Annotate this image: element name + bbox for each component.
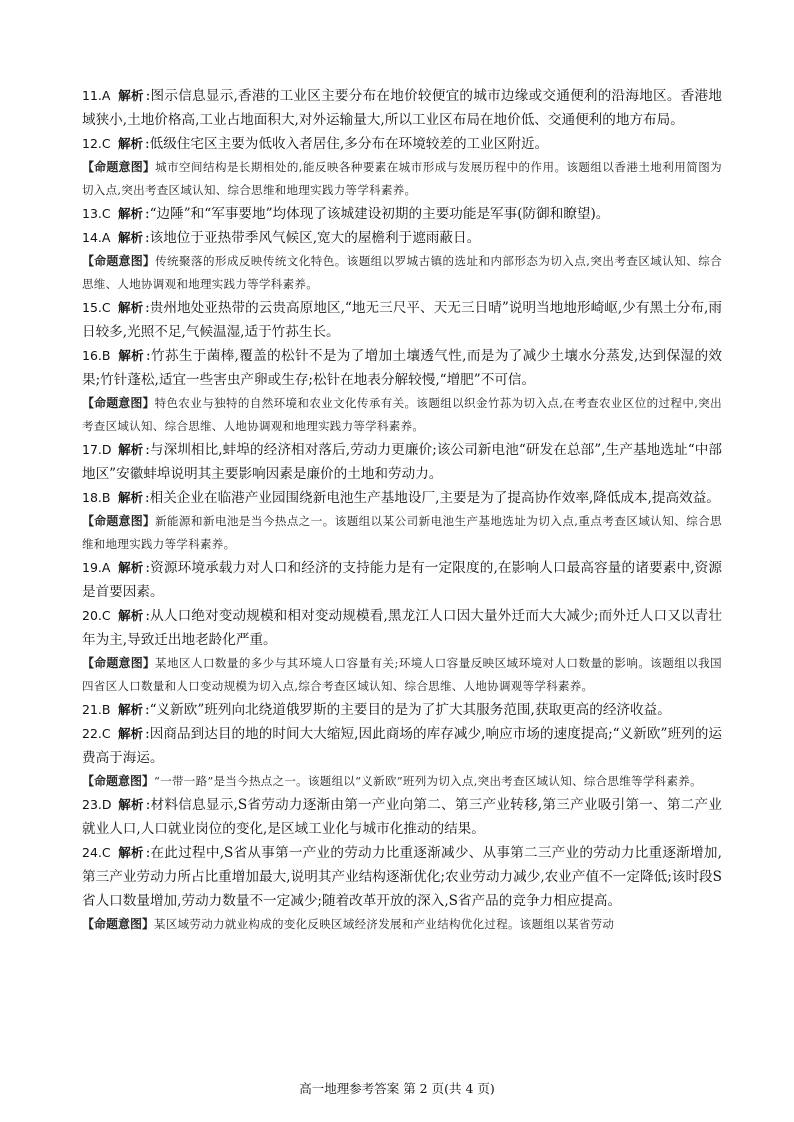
answer-number: 13.C — [82, 206, 111, 221]
analysis-label: 解析 — [118, 845, 144, 860]
analysis-text: :资源环境承载力对人口和经济的支持能力是有一定限度的,在影响人口最高容量的诸要素中,资源是首要因素。 — [82, 560, 722, 600]
answer-item — [82, 722, 722, 770]
answer-number: 14.A — [82, 230, 111, 245]
intent-tag: 【命题意图】 — [82, 656, 156, 670]
intent-tag: 【命题意图】 — [82, 396, 155, 410]
analysis-text: :图示信息显示,香港的工业区主要分布在地价较便宜的城市边缘或交通便利的沿海地区。香港地域狭小,土地价格高,工业占地面积大,对外运输量大,所以工业区布局在地价低、交通便利的地方布局。 — [82, 88, 722, 128]
intent-note — [82, 652, 722, 698]
answer-number: 24.C — [82, 845, 111, 860]
answer-item — [82, 296, 722, 344]
answer-number: 21.B — [82, 702, 111, 717]
answer-item — [82, 698, 722, 722]
analysis-label: 解析 — [118, 442, 144, 457]
analysis-text: :贵州地处亚热带的云贵高原地区,“地无三尺平、天无三日晴”说明当地地形崎岖,少有黑土分布,雨日较多,光照不足,气候温湿,适于竹荪生长。 — [82, 300, 722, 340]
intent-text: “一带一路”是当今热点之一。该题组以“义新欧”班列为切入点,突出考查区域认知、综合思维等学科素养。 — [154, 774, 702, 788]
analysis-label: 解析 — [118, 206, 144, 221]
analysis-text: :竹荪生于菌棒,覆盖的松针不是为了增加土壤透气性,而是为了减少土壤水分蒸发,达到保湿的效果;竹针蓬松,适宜一些害虫产卵或生存;松针在地表分解较慢,“增肥”不可信。 — [82, 348, 722, 388]
answer-number: 16.B — [82, 348, 111, 363]
intent-tag: 【命题意图】 — [82, 160, 156, 174]
analysis-text: :从人口绝对变动规模和相对变动规模看,黑龙江人口因大量外迁而大大减少;而外迁人口又以青壮年为主,导致迁出地老龄化严重。 — [82, 608, 722, 648]
analysis-text: :因商品到达目的地的时间大大缩短,因此商场的库存减少,响应市场的速度提高;“义新欧”班列的运费高于海运。 — [82, 726, 722, 766]
analysis-label: 解析 — [118, 88, 144, 103]
answer-number: 11.A — [82, 88, 111, 103]
answer-item — [82, 841, 722, 913]
answer-item — [82, 84, 722, 132]
analysis-label: 解析 — [118, 560, 144, 575]
intent-text: 传统聚落的形成反映传统文化特色。该题组以罗城古镇的选址和内部形态为切入点,突出考查区域认知、综合思维、人地协调观和地理实践力等学科素养。 — [82, 254, 722, 291]
answer-number: 20.C — [82, 608, 111, 623]
intent-tag: 【命题意图】 — [82, 514, 156, 528]
answer-item — [82, 793, 722, 841]
answer-number: 17.D — [82, 442, 112, 457]
intent-note — [82, 392, 722, 438]
answer-item — [82, 226, 722, 250]
intent-text: 特色农业与独特的自然环境和农业文化传承有关。该题组以织金竹荪为切入点,在考查农业区位的过程中,突出考查区域认知、综合思维、人地协调观和地理实践力等学科素养。 — [82, 396, 722, 433]
analysis-label: 解析 — [118, 136, 144, 151]
analysis-label: 解析 — [118, 702, 144, 717]
analysis-text: :“义新欧”班列向北绕道俄罗斯的主要目的是为了扩大其服务范围,获取更高的经济收益。 — [145, 702, 671, 718]
intent-tag: 【命题意图】 — [82, 774, 155, 788]
answer-item — [82, 438, 722, 486]
answer-item — [82, 604, 722, 652]
intent-note — [82, 250, 722, 296]
answer-number: 18.B — [82, 490, 111, 505]
intent-tag: 【命题意图】 — [82, 917, 155, 931]
analysis-label: 解析 — [118, 797, 144, 812]
intent-text: 某地区人口数量的多少与其环境人口容量有关;环境人口容量反映区域环境对人口数量的影响。该题组以我国四省区人口数量和人口变动规模为切入点,综合考查区域认知、综合思维、人地协调观等学科素养。 — [82, 656, 722, 693]
analysis-label: 解析 — [118, 608, 144, 623]
answer-number: 15.C — [82, 300, 111, 315]
answer-number: 23.D — [82, 797, 112, 812]
intent-note — [82, 156, 722, 202]
answer-item — [82, 344, 722, 392]
answer-list — [82, 84, 722, 936]
analysis-text: :与深圳相比,蚌埠的经济相对落后,劳动力更廉价;该公司新电池“研发在总部”,生产基地选址“中部地区”安徽蚌埠说明其主要影响因素是廉价的土地和劳动力。 — [82, 442, 722, 482]
intent-note — [82, 913, 722, 936]
answer-number: 19.A — [82, 560, 111, 575]
analysis-label: 解析 — [118, 348, 145, 363]
intent-text: 城市空间结构是长期相处的,能反映各种要素在城市形成与发展历程中的作用。该题组以香港土地利用简图为切入点,突出考查区域认知、综合思维和地理实践力等学科素养。 — [82, 160, 722, 197]
analysis-text: :材料信息显示,S省劳动力逐渐由第一产业向第二、第三产业转移,第三产业吸引第一、第二产业就业人口,人口就业岗位的变化,是区域工业化与城市化推动的结果。 — [82, 797, 722, 837]
analysis-label: 解析 — [118, 726, 144, 741]
analysis-text: :低级住宅区主要为低收入者居住,多分布在环境较差的工业区附近。 — [145, 136, 549, 152]
intent-text: 某区域劳动力就业构成的变化反映区域经济发展和产业结构优化过程。该题组以某省劳动 — [154, 917, 615, 931]
page-footer: 高一地理参考答案 第 2 页(共 4 页) — [299, 1081, 495, 1096]
answer-item — [82, 202, 722, 226]
analysis-label: 解析 — [118, 490, 144, 505]
analysis-text: :该地位于亚热带季风气候区,宽大的屋檐利于遮雨蔽日。 — [145, 230, 481, 246]
analysis-label: 解析 — [118, 230, 144, 245]
answer-item — [82, 486, 722, 510]
analysis-label: 解析 — [118, 300, 144, 315]
intent-text: 新能源和新电池是当今热点之一。该题组以某公司新电池生产基地选址为切入点,重点考查区域认知、综合思维和地理实践力等学科素养。 — [82, 514, 722, 551]
analysis-text: :相关企业在临港产业园围绕新电池生产基地设厂,主要是为了提高协作效率,降低成本,提高效益。 — [145, 490, 720, 506]
intent-note — [82, 770, 722, 793]
intent-tag: 【命题意图】 — [82, 254, 156, 268]
answer-number: 12.C — [82, 136, 111, 151]
analysis-text: :在此过程中,S省从事第一产业的劳动力比重逐渐减少、从事第二三产业的劳动力比重逐渐增加,第三产业劳动力所占比重增加最大,说明其产业结构逐渐优化;农业劳动力减少,农业产值不一定降低;该时段S省人口数量增加,劳动力数量不一定减少;随着改革开放的深入,S省产品的竞争力相应提高。 — [82, 845, 722, 909]
answer-item — [82, 132, 722, 156]
answer-item — [82, 556, 722, 604]
intent-note — [82, 510, 722, 556]
answer-number: 22.C — [82, 726, 111, 741]
analysis-text: :“边陲”和“军事要地”均体现了该城建设初期的主要功能是军事(防御和瞭望)。 — [145, 206, 610, 222]
